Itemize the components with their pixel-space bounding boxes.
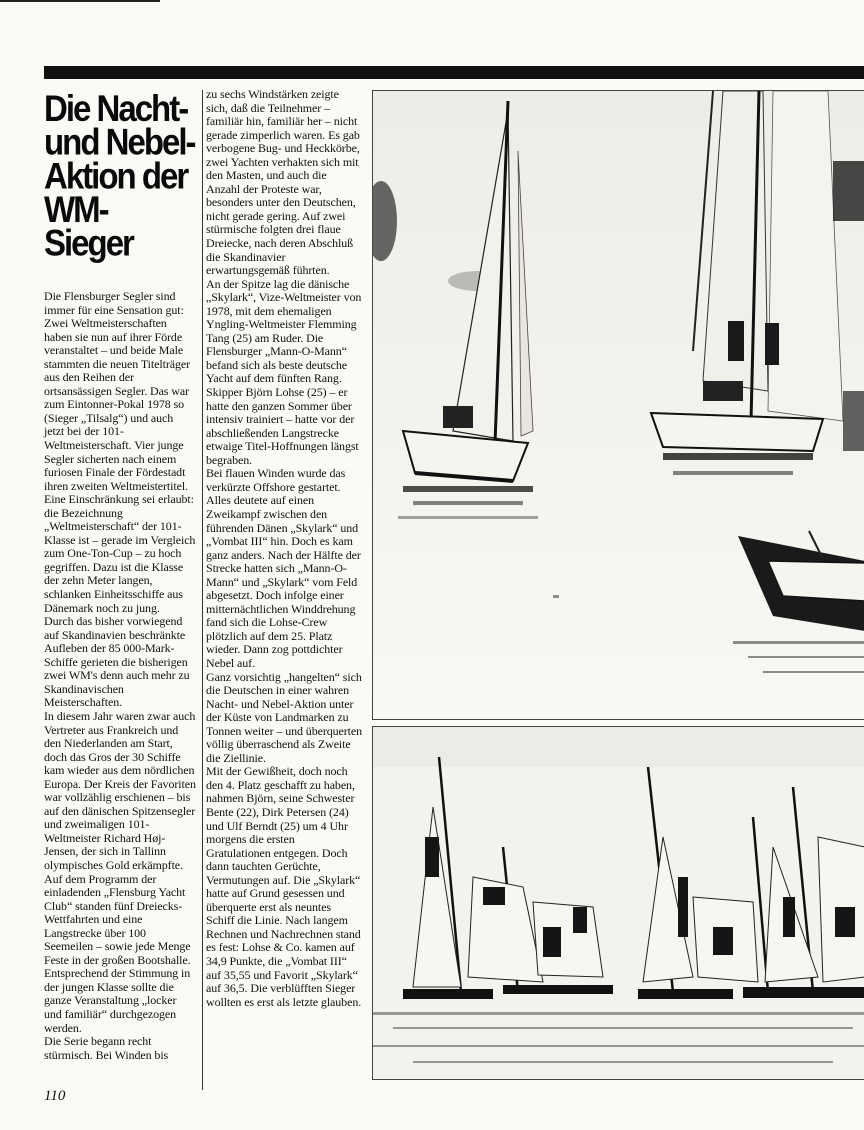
article-headline: Die Nacht- und Nebel-Aktion der WM-Sieger xyxy=(44,87,195,264)
section-banner-bar xyxy=(44,66,864,79)
page-number: 110 xyxy=(44,1088,66,1104)
paragraph: Durch das bisher vorwiegend auf Skandinavien beschränkte Aufleben der 85 000-Mark-Schiffe gerieten die bisherigen zwei WM's denn auch mehr zu Skandinavischen Meisterschaften. xyxy=(44,614,190,710)
column-divider xyxy=(202,90,203,1090)
paragraph: Die Flensburger Segler sind immer für eine Sensation gut: Zwei Weltmeisterschaften haben sie nun auf ihrer Förde veranstaltet – und beide Male stammten die neuen Titelträger aus den Reihen der ortsansässigen Segler. Das war zum Eintonner-Pokal 1978 so (Sieger „Tilsalg“) und auch jetzt bei der 101-Weltmeisterschaft. Vier junge Segler sicherten nach einem furiosen Finale der Fördestadt ihren zweiten Weltmeistertitel. xyxy=(44,289,190,493)
paragraph: Eine Einschränkung sei erlaubt: die Bezeichnung „Weltmeisterschaft“ der 101-Klasse ist – gerade im Vergleich zum One-Ton-Cup – zu hoch gegriffen. Dazu ist die Klasse der zehn Meter langen, schlanken Einheitsschiffe aus Dänemark noch zu jung. xyxy=(44,492,196,615)
paragraph: zu sechs Windstärken zeigte sich, daß die Teilnehmer – familiär hin, familiär her – nicht gerade zimperlich waren. Es gab verbogene Bug- und Heckkörbe, zwei Yachten verhakten sich mit den Masten, und auch die Anzahl der Proteste war, besonders unter den Deutschen, nicht gerade gering. Auf zwei stürmische folgten drei flaue Dreiecke, nach deren Abschluß die Skandinavier erwartungsgemäß führten. xyxy=(206,87,360,278)
photo-sailboats-top xyxy=(372,90,864,720)
photo-regatta-fleet-bottom xyxy=(372,726,864,1080)
paragraph: Die Serie begann recht stürmisch. Bei Winden bis xyxy=(44,1034,169,1062)
article-column-2 xyxy=(206,88,362,1009)
paragraph: Bei flauen Winden wurde das verkürzte Offshore gestartet. Alles deutete auf einen Zweikampf zwischen den führenden Dänen „Skylark“ und „Vombat III“ hin. Doch es kam ganz anders. Nach der Hälfte der Strecke hatten sich „Mann-O-Mann“ und „Skylark“ vom Feld abgesetzt. Doch infolge einer mitternächtlichen Winddrehung fand sich die Lohse-Crew plötzlich auf dem 25. Platz wieder. Dann zog pottdichter Nebel auf. xyxy=(206,466,361,670)
paragraph: Mit der Gewißheit, doch noch den 4. Platz geschafft zu haben, nahmen Björn, seine Schwester Bente (22), Dirk Petersen (24) und Ulf Berndt (25) um 4 Uhr morgens die ersten Gratulationen entgegen. Doch dann tauchten Gerüchte, Vermutungen auf. Die „Skylark“ hatte auf Grund gesessen und überquerte erst als neuntes Schiff die Linie. Nach langem Rechnen und Nachrechnen stand es fest: Lohse & Co. kamen auf 34,9 Punkte, die „Vombat III“ auf 35,55 und Favorit „Skylark“ auf 36,5. Die verblüfften Sieger wollten es erst als letzte glauben. xyxy=(206,764,362,1009)
paragraph: Ganz vorsichtig „hangelten“ sich die Deutschen in einer wahren Nacht- und Nebel-Aktion unter der Küste von Landmarken zu Tonnen weiter – und überquerten völlig überraschend als Zweite die Ziellinie. xyxy=(206,669,363,765)
paragraph: In diesem Jahr waren zwar auch Vertreter aus Frankreich und den Niederlanden am Start, doch das Gros der 30 Schiffe kam wieder aus dem nördlichen Europa. Der Kreis der Favoriten war vollzählig erschienen – bis auf den dänischen Spitzensegler und zweimaligen 101-Weltmeister Richard Høj-Jensen, der sich in Tallinn olympisches Gold erkämpfte. Auf dem Programm der einladenden „Flensburg Yacht Club“ standen fünf Dreiecks-Wettfahrten und eine Langstrecke über 100 Seemeilen – sowie jede Menge Feste in der großen Bootshalle. Entsprechend der Stimmung in der jungen Klasse sollte die ganze Veranstaltung „locker und familiär“ durchgezogen werden. xyxy=(44,708,196,1035)
article-column-1 xyxy=(44,290,196,1062)
top-rule xyxy=(0,0,160,2)
paragraph: An der Spitze lag die dänische „Skylark“, Vize-Weltmeister von 1978, mit dem ehemaligen Yngling-Weltmeister Flemming Tang (25) am Ruder. Die Flensburger „Mann-O-Mann“ befand sich als beste deutsche Yacht auf dem fünften Rang. Skipper Björn Lohse (25) – er hatte den ganzen Sommer über intensiv trainiert – hatte vor der abschließenden Langstrecke etwaige Titel-Hoffnungen längst begraben. xyxy=(206,276,362,467)
